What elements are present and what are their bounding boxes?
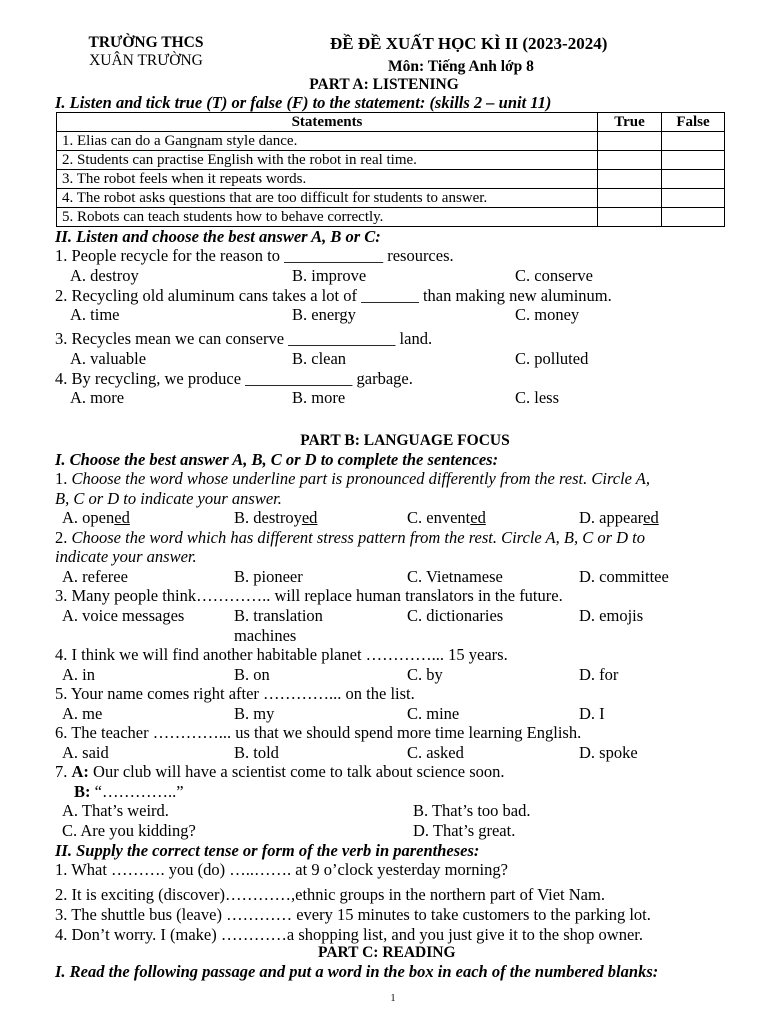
statement-cell: 3. The robot feels when it repeats words. <box>57 170 598 189</box>
question-number: 7. <box>55 762 72 781</box>
statements-header: Statements <box>57 113 598 132</box>
option-c[interactable]: C. conserve <box>515 266 593 285</box>
false-checkbox-cell[interactable] <box>662 189 725 208</box>
school-name <box>62 34 230 70</box>
question-text: 1. People recycle for the reason to ____________ resources. <box>55 246 454 265</box>
true-checkbox-cell[interactable] <box>598 151 662 170</box>
question-text: 5. Your name comes right after …………... on the list. <box>55 684 415 703</box>
option-c[interactable]: C. mine <box>407 704 460 723</box>
question-number: 2. <box>55 528 72 547</box>
question-text: 3. Recycles mean we can conserve _____________ land. <box>55 329 433 348</box>
option-c[interactable]: C. Vietnamese <box>407 567 503 586</box>
question-instruction-cont: B, C or D to indicate your answer. <box>55 489 282 508</box>
part-b-section-1-instruction: I. Choose the best answer A, B, C or D to complete the sentences: <box>55 450 499 469</box>
option-a[interactable] <box>62 508 130 528</box>
question-number: 1. <box>55 469 72 488</box>
question-instruction: Choose the word which has different stress pattern from the rest. Circle A, B, C or D to <box>71 528 646 547</box>
table-row <box>57 208 725 227</box>
option-b[interactable]: B. energy <box>292 305 356 324</box>
statement-cell: 2. Students can practise English with the robot in real time. <box>57 151 598 170</box>
option-c[interactable]: C. less <box>515 388 560 407</box>
option-b[interactable]: B. told <box>234 743 279 762</box>
exam-title: ĐỀ ĐỀ XUẤT HỌC KÌ II (2023-2024) <box>330 34 608 53</box>
underlined-part: ed <box>643 508 659 527</box>
option-a[interactable]: A. That’s weird. <box>62 801 169 820</box>
option-b[interactable]: B. clean <box>292 349 347 368</box>
option-c[interactable]: C. dictionaries <box>407 606 504 625</box>
option-a[interactable]: A. said <box>62 743 109 762</box>
false-header: False <box>662 113 725 132</box>
option-d[interactable]: D. emojis <box>579 606 644 625</box>
true-header: True <box>598 113 662 132</box>
option-d[interactable]: D. committee <box>579 567 669 586</box>
option-a[interactable]: A. me <box>62 704 103 723</box>
option-d[interactable]: D. spoke <box>579 743 638 762</box>
true-checkbox-cell[interactable] <box>598 189 662 208</box>
false-checkbox-cell[interactable] <box>662 132 725 151</box>
true-checkbox-cell[interactable] <box>598 208 662 227</box>
question-text <box>55 762 505 782</box>
option-text: A. open <box>62 508 115 527</box>
option-text: B. translation <box>234 606 323 625</box>
option-text: C. envent <box>407 508 471 527</box>
option-b[interactable]: B. That’s too bad. <box>413 801 531 820</box>
option-c[interactable]: C. money <box>515 305 580 324</box>
option-d[interactable]: D. for <box>579 665 619 684</box>
question-instruction: Choose the word whose underline part is pronounced differently from the rest. Circle A, <box>71 469 651 488</box>
option-a[interactable]: A. valuable <box>70 349 147 368</box>
verb-exercise-item: 4. Don’t worry. I (make) …………a shopping list, and you just give it to the shop owner. <box>55 925 643 944</box>
speaker-a: A: <box>71 762 89 781</box>
option-a[interactable]: A. referee <box>62 567 128 586</box>
part-a-title: PART A: LISTENING <box>309 76 459 93</box>
part-c-title: PART C: READING <box>318 944 456 961</box>
option-a[interactable]: A. more <box>70 388 125 407</box>
dialogue-b <box>74 782 184 802</box>
option-text-cont: machines <box>234 625 297 645</box>
underlined-part: ed <box>114 508 130 527</box>
question-text <box>55 528 645 548</box>
question-text: 3. Many people think………….. will replace human translators in the future. <box>55 586 563 605</box>
option-c[interactable] <box>407 508 486 528</box>
part-a-section-2-instruction: II. Listen and choose the best answer A, B or C: <box>55 227 381 246</box>
option-a[interactable]: A. time <box>70 305 120 324</box>
question-instruction-cont: indicate your answer. <box>55 547 197 566</box>
table-row <box>57 189 725 208</box>
subject-line: Môn: Tiếng Anh lớp 8 <box>388 58 534 75</box>
option-text: B. destroy <box>234 508 302 527</box>
option-d[interactable]: D. I <box>579 704 605 723</box>
option-b[interactable] <box>234 508 317 528</box>
true-false-table <box>56 112 725 227</box>
table-row <box>57 170 725 189</box>
statement-cell: 1. Elias can do a Gangnam style dance. <box>57 132 598 151</box>
verb-exercise-item: 2. It is exciting (discover)…………,ethnic groups in the northern part of Viet Nam. <box>55 885 605 904</box>
question-text: 2. Recycling old aluminum cans takes a lot of _______ than making new aluminum. <box>55 286 612 305</box>
true-checkbox-cell[interactable] <box>598 132 662 151</box>
option-c[interactable]: C. by <box>407 665 443 684</box>
statement-cell: 4. The robot asks questions that are too difficult for students to answer. <box>57 189 598 208</box>
option-c[interactable]: C. asked <box>407 743 464 762</box>
underlined-part: ed <box>301 508 318 527</box>
dialogue-line-a: Our club will have a scientist come to talk about science soon. <box>88 762 505 781</box>
underlined-part: ed <box>470 508 486 527</box>
part-b-title: PART B: LANGUAGE FOCUS <box>300 432 510 449</box>
question-text: 6. The teacher …………... us that we should spend more time learning English. <box>55 723 582 742</box>
option-b[interactable] <box>234 606 323 645</box>
option-b[interactable]: B. my <box>234 704 275 723</box>
statement-cell: 5. Robots can teach students how to behave correctly. <box>57 208 598 227</box>
option-text: D. appear <box>579 508 644 527</box>
false-checkbox-cell[interactable] <box>662 170 725 189</box>
false-checkbox-cell[interactable] <box>662 208 725 227</box>
true-checkbox-cell[interactable] <box>598 170 662 189</box>
school-line-2: XUÂN TRƯỜNG <box>89 52 203 69</box>
part-b-section-2-instruction: II. Supply the correct tense or form of the verb in parentheses: <box>55 841 480 860</box>
part-c-instruction: I. Read the following passage and put a word in the box in each of the numbered blanks: <box>55 962 659 981</box>
option-b[interactable]: B. pioneer <box>234 567 303 586</box>
table-row <box>57 132 725 151</box>
option-c[interactable]: C. Are you kidding? <box>62 821 196 840</box>
table-header-row <box>57 113 725 132</box>
question-text: 4. By recycling, we produce _____________ garbage. <box>55 369 413 388</box>
school-line-1: TRƯỜNG THCS <box>88 34 204 51</box>
speaker-b: B: <box>74 782 91 801</box>
option-d[interactable] <box>579 508 659 528</box>
option-b[interactable]: B. improve <box>292 266 367 285</box>
false-checkbox-cell[interactable] <box>662 151 725 170</box>
verb-exercise-item: 1. What ………. you (do) …..……. at 9 o’clock yesterday morning? <box>55 860 508 879</box>
option-b[interactable]: B. more <box>292 388 346 407</box>
option-b[interactable]: B. on <box>234 665 270 684</box>
part-a-section-1-instruction: I. Listen and tick true (T) or false (F) to the statement: (skills 2 – unit 11) <box>55 93 552 112</box>
option-a[interactable]: A. in <box>62 665 95 684</box>
question-text <box>55 469 650 489</box>
option-a[interactable]: A. destroy <box>70 266 139 285</box>
page-number: 1 <box>390 993 396 1004</box>
option-d[interactable]: D. That’s great. <box>413 821 516 840</box>
verb-exercise-item: 3. The shuttle bus (leave) ………… every 15 minutes to take customers to the parking lot. <box>55 905 651 924</box>
question-text: 4. I think we will find another habitable planet …………... 15 years. <box>55 645 508 664</box>
option-c[interactable]: C. polluted <box>515 349 589 368</box>
dialogue-line-b: “…………..” <box>90 782 184 801</box>
option-a[interactable]: A. voice messages <box>62 606 185 625</box>
table-row <box>57 151 725 170</box>
